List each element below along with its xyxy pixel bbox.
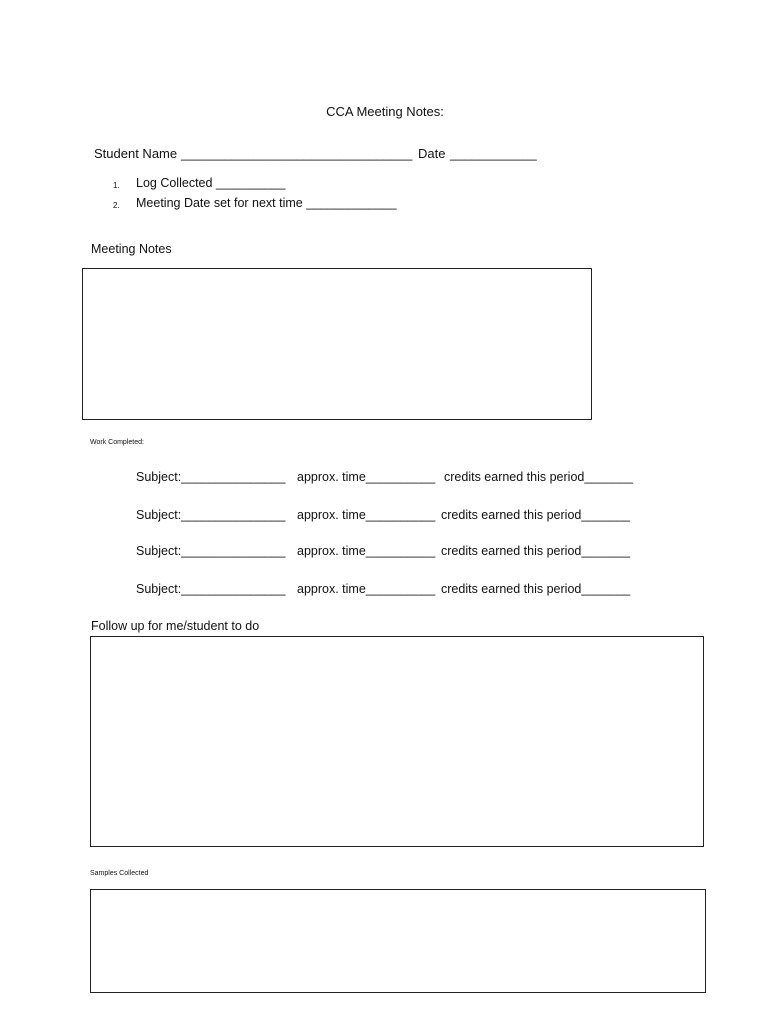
subject-field[interactable]: Subject:_______________ xyxy=(136,470,286,484)
credits-field[interactable]: credits earned this period_______ xyxy=(441,582,631,596)
samples-collected-box[interactable] xyxy=(90,889,706,993)
approx-time-field[interactable]: approx. time__________ xyxy=(297,582,436,596)
subject-field[interactable]: Subject:_______________ xyxy=(136,544,286,558)
log-collected-item[interactable]: Log Collected __________ xyxy=(136,176,286,190)
approx-time-field[interactable]: approx. time__________ xyxy=(297,544,436,558)
student-name-label: Student Name xyxy=(94,146,178,161)
meeting-notes-label: Meeting Notes xyxy=(91,242,172,256)
follow-up-box[interactable] xyxy=(90,636,704,847)
date-field[interactable]: ____________ xyxy=(450,146,537,161)
credits-field[interactable]: credits earned this period_______ xyxy=(441,544,631,558)
checklist-number: 2. xyxy=(113,201,120,210)
checklist-number: 1. xyxy=(113,181,120,190)
approx-time-field[interactable]: approx. time__________ xyxy=(297,508,436,522)
follow-up-label: Follow up for me/student to do xyxy=(91,619,260,633)
student-name-field[interactable]: ________________________________ xyxy=(181,146,413,161)
meeting-notes-box[interactable] xyxy=(82,268,592,420)
credits-field[interactable]: credits earned this period_______ xyxy=(441,508,631,522)
subject-field[interactable]: Subject:_______________ xyxy=(136,582,286,596)
next-meeting-date-item[interactable]: Meeting Date set for next time _____________ xyxy=(136,196,397,210)
work-completed-label: Work Completed: xyxy=(90,439,144,446)
page-title: CCA Meeting Notes: xyxy=(326,104,444,119)
date-label: Date xyxy=(418,146,446,161)
samples-collected-label: Samples Collected xyxy=(90,870,149,877)
subject-field[interactable]: Subject:_______________ xyxy=(136,508,286,522)
credits-field[interactable]: credits earned this period_______ xyxy=(444,470,634,484)
approx-time-field[interactable]: approx. time__________ xyxy=(297,470,436,484)
